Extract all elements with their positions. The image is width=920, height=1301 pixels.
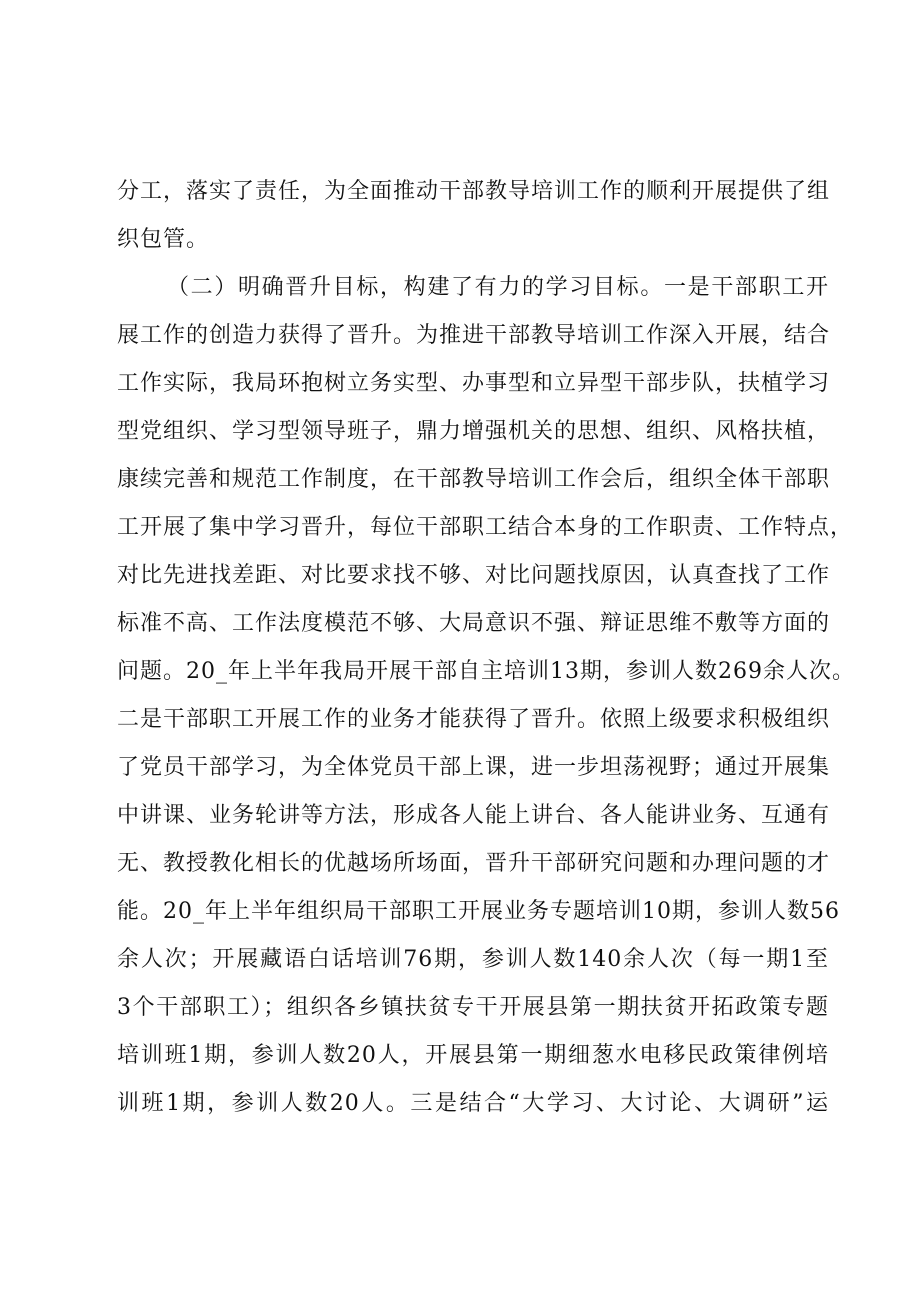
- text-line: 康续完善和规范工作制度，在干部教导培训工作会后，组织全体干部职: [117, 467, 831, 492]
- text-line: 中讲课、业务轮讲等方法，形成各人能上讲台、各人能讲业务、互通有: [117, 803, 831, 828]
- text-line: 无、教授教化相长的优越场所场面，晋升干部研究问题和办理问题的才: [117, 851, 831, 876]
- text-line: 型党组织、学习型领导班子，鼎力增强机关的思想、组织、风格扶植，: [117, 419, 831, 444]
- paragraph-first-line: （二）明确晋升目标，构建了有力的学习目标。一是干部职工开: [167, 275, 829, 300]
- text-line: 分工，落实了责任，为全面推动干部教导培训工作的顺利开展提供了组: [117, 179, 831, 204]
- text-line: 标准不高、工作法度模范不够、大局意识不强、辩证思维不敷等方面的: [117, 611, 831, 636]
- text-line: 工作实际，我局环抱树立务实型、办事型和立异型干部步队，扶植学习: [117, 371, 831, 396]
- text-line: 展工作的创造力获得了晋升。为推进干部教导培训工作深入开展，结合: [117, 323, 831, 348]
- text-line: 二是干部职工开展工作的业务才能获得了晋升。依照上级要求积极组织: [117, 707, 831, 732]
- text-line: 工开展了集中学习晋升，每位干部职工结合本身的工作职责、工作特点，: [117, 515, 854, 540]
- text-line: 了党员干部学习，为全体党员干部上课，进一步坦荡视野；通过开展集: [117, 755, 831, 780]
- text-line: 培训班1期，参训人数20人，开展县第一期细葱水电移民政策律例培: [117, 1043, 829, 1068]
- text-line: 训班1期，参训人数20人。三是结合“大学习、大讨论、大调研”运: [117, 1091, 829, 1116]
- text-line: 对比先进找差距、对比要求找不够、对比问题找原因，认真查找了工作: [117, 563, 831, 588]
- text-line: 问题。20_年上半年我局开展干部自主培训13期，参训人数269余人次。: [117, 659, 855, 684]
- document-body-text: [117, 168, 855, 1128]
- text-line: 3个干部职工）；组织各乡镇扶贫专干开展县第一期扶贫开拓政策专题: [117, 995, 829, 1020]
- text-line: 余人次；开展藏语白话培训76期，参训人数140余人次（每一期1至: [117, 947, 830, 972]
- text-line: 织包管。: [117, 227, 210, 252]
- text-line: 能。20_年上半年组织局干部职工开展业务专题培训10期，参训人数56: [117, 899, 840, 924]
